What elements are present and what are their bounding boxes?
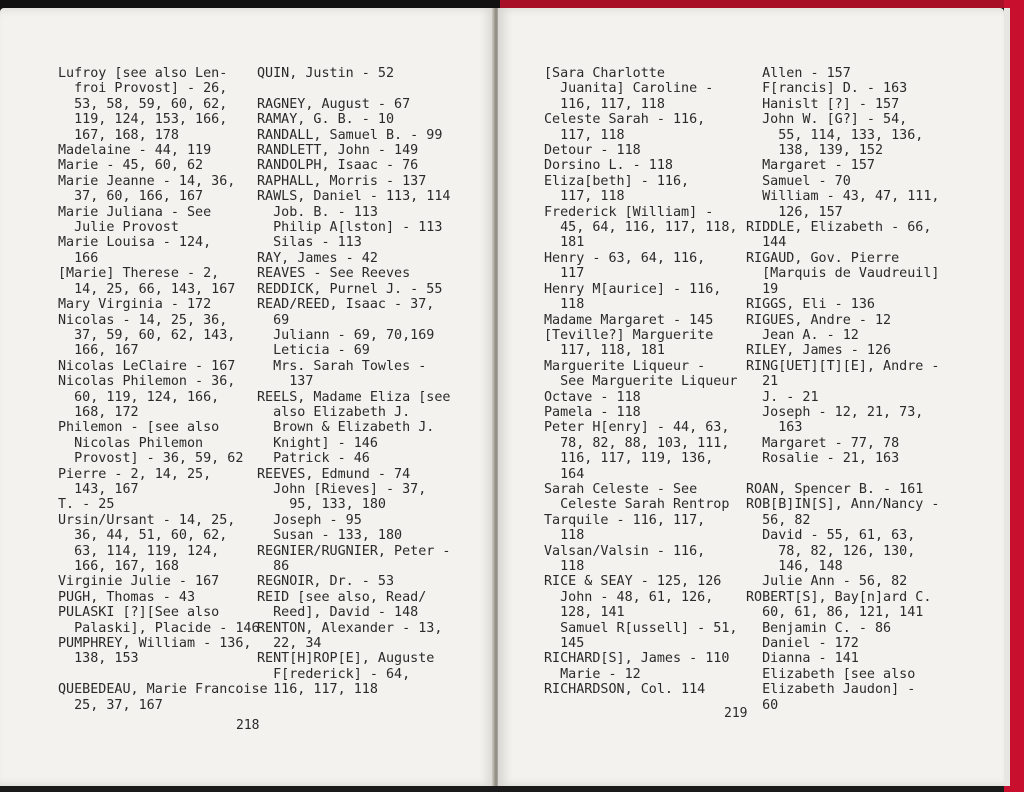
index-entry-line: Samuel R[ussell] - 51, bbox=[544, 620, 738, 636]
index-entry-line: Philip A[lston] - 113 bbox=[257, 220, 443, 236]
index-entry-line: Lufroy [see also Len- bbox=[58, 66, 228, 81]
index-entry-line: 60, 61, 86, 121, 141 bbox=[746, 605, 924, 621]
index-entry-line: Elizabeth [see also bbox=[746, 666, 916, 682]
index-entry-line: Daniel - 172 bbox=[746, 636, 859, 652]
index-entry-line: J. - 21 bbox=[746, 389, 819, 405]
index-entry-line: 56, 82 bbox=[746, 512, 811, 528]
index-entry-line: 118 bbox=[544, 559, 585, 574]
index-entry-line: F[rancis] D. - 163 bbox=[746, 81, 908, 97]
index-entry-line bbox=[257, 81, 450, 96]
index-entry-line: RAMAY, G. B. - 10 bbox=[257, 112, 395, 128]
index-entry-line: 37, 59, 60, 62, 143, bbox=[58, 327, 236, 343]
index-entry-line: Julie Provost bbox=[58, 220, 179, 236]
index-entry-line: Nicolas LeClaire - 167 bbox=[58, 358, 236, 374]
index-entry-line: T. - 25 bbox=[58, 497, 115, 513]
index-entry-line: Elizabeth Jaudon] - bbox=[746, 682, 916, 698]
index-entry-line: PUMPHREY, William - 136, bbox=[58, 636, 252, 652]
index-entry-line: 166, 167, 168 bbox=[58, 559, 179, 574]
index-entry-line: 117 bbox=[544, 266, 585, 282]
index-entry-line: Peter H[enry] - 44, 63, bbox=[544, 420, 730, 436]
left-page-column-2 bbox=[257, 66, 450, 698]
index-entry-line: Nicolas Philemon - 36, bbox=[58, 374, 236, 390]
index-entry-line: 166, 167 bbox=[58, 343, 139, 359]
index-entry-line: Pamela - 118 bbox=[544, 404, 641, 420]
index-entry-line: Nicolas - 14, 25, 36, bbox=[58, 312, 228, 328]
index-entry-line: Margaret - 157 bbox=[746, 158, 875, 174]
index-entry-line: Marguerite Liqueur - bbox=[544, 358, 706, 374]
index-entry-line: 95, 133, 180 bbox=[257, 497, 386, 513]
index-entry-line: Rosalie - 21, 163 bbox=[746, 451, 900, 467]
page-number-left: 218 bbox=[236, 718, 260, 733]
index-entry-line: [Teville?] Marguerite bbox=[544, 327, 714, 343]
index-entry-line: Julie Ann - 56, 82 bbox=[746, 574, 908, 590]
index-entry-line: Pierre - 2, 14, 25, bbox=[58, 466, 212, 482]
index-entry-line: ROAN, Spencer B. - 161 bbox=[746, 481, 924, 497]
index-entry-line: 116, 117, 118 bbox=[544, 96, 665, 112]
index-entry-line: Marie - 45, 60, 62 bbox=[58, 158, 204, 174]
index-entry-line bbox=[58, 667, 268, 682]
index-entry-line: READ/REED, Isaac - 37, bbox=[257, 297, 435, 313]
index-entry-line: 19 bbox=[746, 281, 779, 297]
index-entry-line: 45, 64, 116, 117, 118, bbox=[544, 220, 738, 236]
index-entry-line: RAPHALL, Morris - 137 bbox=[257, 173, 427, 189]
index-entry-line: 137 bbox=[257, 374, 314, 390]
index-entry-line: Marie Jeanne - 14, 36, bbox=[58, 173, 236, 189]
index-entry-line: 118 bbox=[544, 297, 585, 313]
index-entry-line: Patrick - 46 bbox=[257, 451, 370, 467]
index-entry-line: RICHARD[S], James - 110 bbox=[544, 651, 730, 667]
index-entry-line: Job. B. - 113 bbox=[257, 204, 378, 220]
index-entry-line: Susan - 133, 180 bbox=[257, 528, 403, 544]
index-entry-line: Provost] - 36, 59, 62 bbox=[58, 451, 244, 467]
index-entry-line: 117, 118 bbox=[544, 189, 625, 205]
index-entry-line: 63, 114, 119, 124, bbox=[58, 543, 220, 559]
index-entry-line: Reed], David - 148 bbox=[257, 605, 419, 621]
index-entry-line: 166 bbox=[58, 250, 99, 266]
index-entry-line: RILEY, James - 126 bbox=[746, 343, 892, 359]
index-entry-line: RIDDLE, Elizabeth - 66, bbox=[746, 220, 932, 236]
index-entry-line: Joseph - 95 bbox=[257, 512, 362, 528]
index-entry-line: Madame Margaret - 145 bbox=[544, 312, 714, 328]
index-entry-line: Marie - 12 bbox=[544, 666, 641, 682]
index-entry-line: RENTON, Alexander - 13, bbox=[257, 620, 443, 636]
index-entry-line: RING[UET][T][E], Andre - bbox=[746, 358, 940, 374]
index-entry-line: 138, 153 bbox=[58, 651, 139, 667]
index-entry-line: Celeste Sarah - 116, bbox=[544, 112, 706, 128]
index-entry-line: Tarquile - 116, 117, bbox=[544, 512, 706, 528]
index-entry-line: John - 48, 61, 126, bbox=[544, 589, 714, 605]
index-entry-line: 53, 58, 59, 60, 62, bbox=[58, 96, 228, 112]
index-entry-line: RICHARDSON, Col. 114 bbox=[544, 682, 706, 698]
index-entry-line: 167, 168, 178 bbox=[58, 127, 179, 143]
index-entry-line: 143, 167 bbox=[58, 481, 139, 497]
index-entry-line: Juliann - 69, 70,169 bbox=[257, 327, 435, 343]
index-entry-line: Marie Juliana - See bbox=[58, 204, 212, 220]
index-entry-line: RANDLETT, John - 149 bbox=[257, 143, 419, 159]
index-entry-line: froi Provost] - 26, bbox=[58, 81, 228, 97]
index-entry-line: 163 bbox=[746, 420, 803, 436]
index-entry-line: ROB[B]IN[S], Ann/Nancy - bbox=[746, 497, 940, 513]
index-entry-line: Leticia - 69 bbox=[257, 343, 370, 359]
index-entry-line: Jean A. - 12 bbox=[746, 327, 859, 343]
index-entry-line: 55, 114, 133, 136, bbox=[746, 127, 924, 143]
index-entry-line: Juanita] Caroline - bbox=[544, 81, 714, 97]
index-entry-line: Margaret - 77, 78 bbox=[746, 435, 900, 451]
book-cover-edge bbox=[1004, 0, 1024, 792]
index-entry-line: David - 55, 61, 63, bbox=[746, 528, 916, 544]
index-entry-line: [Marquis de Vaudreuil] bbox=[746, 266, 940, 282]
index-entry-line: John W. [G?] - 54, bbox=[746, 112, 908, 128]
index-entry-line: F[rederick] - 64, bbox=[257, 666, 411, 682]
index-entry-line: 37, 60, 166, 167 bbox=[58, 189, 204, 205]
index-entry-line: Henry M[aurice] - 116, bbox=[544, 281, 722, 297]
index-entry-line: Allen - 157 bbox=[746, 66, 851, 81]
index-entry-line: 22, 34 bbox=[257, 636, 322, 652]
index-entry-line bbox=[746, 467, 939, 482]
index-entry-line: [Marie] Therese - 2, bbox=[58, 266, 220, 282]
index-entry-line: Valsan/Valsin - 116, bbox=[544, 543, 706, 559]
index-entry-line: 146, 148 bbox=[746, 559, 843, 574]
index-entry-line: REID [see also, Read/ bbox=[257, 589, 427, 605]
index-entry-line: Dorsino L. - 118 bbox=[544, 158, 673, 174]
index-entry-line: 21 bbox=[746, 374, 779, 390]
index-entry-line: PULASKI [?][See also bbox=[58, 605, 220, 621]
index-entry-line: 145 bbox=[544, 636, 585, 652]
index-entry-line: Detour - 118 bbox=[544, 143, 641, 159]
index-entry-line: RAY, James - 42 bbox=[257, 250, 378, 266]
index-entry-line: Frederick [William] - bbox=[544, 204, 714, 220]
index-entry-line: RIGAUD, Gov. Pierre bbox=[746, 250, 900, 266]
index-entry-line: RIGGS, Eli - 136 bbox=[746, 297, 875, 313]
index-entry-line: 126, 157 bbox=[746, 204, 843, 220]
index-entry-line: Henry - 63, 64, 116, bbox=[544, 250, 706, 266]
index-entry-line: Philemon - [see also bbox=[58, 420, 220, 436]
index-entry-line: REGNOIR, Dr. - 53 bbox=[257, 574, 395, 590]
index-entry-line: RAWLS, Daniel - 113, 114 bbox=[257, 189, 451, 205]
index-entry-line: Brown & Elizabeth J. bbox=[257, 420, 435, 436]
index-entry-line: 138, 139, 152 bbox=[746, 143, 884, 159]
index-entry-line: RICE & SEAY - 125, 126 bbox=[544, 574, 722, 590]
index-entry-line: Octave - 118 bbox=[544, 389, 641, 405]
left-page-column-1 bbox=[58, 66, 268, 713]
left-page bbox=[0, 8, 494, 786]
index-entry-line: RAGNEY, August - 67 bbox=[257, 96, 411, 112]
index-entry-line: 116, 117, 119, 136, bbox=[544, 451, 714, 467]
index-entry-line: 78, 82, 126, 130, bbox=[746, 543, 916, 559]
index-entry-line: 128, 141 bbox=[544, 605, 625, 621]
index-entry-line: 119, 124, 153, 166, bbox=[58, 112, 228, 128]
index-entry-line: 69 bbox=[257, 312, 290, 328]
index-entry-line: 60, 119, 124, 166, bbox=[58, 389, 220, 405]
index-entry-line: Silas - 113 bbox=[257, 235, 362, 251]
index-entry-line: Marie Louisa - 124, bbox=[58, 235, 212, 251]
index-entry-line: 168, 172 bbox=[58, 404, 139, 420]
index-entry-line: 118 bbox=[544, 528, 585, 544]
index-entry-line: QUIN, Justin - 52 bbox=[257, 66, 395, 81]
index-entry-line: John [Rieves] - 37, bbox=[257, 481, 427, 497]
index-entry-line: Palaski], Placide - 146 bbox=[58, 620, 260, 636]
index-entry-line: 181 bbox=[544, 235, 585, 251]
index-entry-line: Samuel - 70 bbox=[746, 173, 851, 189]
index-entry-line: 60 bbox=[746, 697, 779, 713]
index-entry-line: also Elizabeth J. bbox=[257, 404, 411, 420]
index-entry-line: RENT[H]ROP[E], Auguste bbox=[257, 651, 435, 667]
index-entry-line: 14, 25, 66, 143, 167 bbox=[58, 281, 236, 297]
index-entry-line: See Marguerite Liqueur bbox=[544, 374, 738, 390]
page-edges bbox=[1004, 8, 1010, 786]
index-entry-line: REGNIER/RUGNIER, Peter - bbox=[257, 543, 451, 559]
right-page bbox=[498, 8, 1004, 786]
index-entry-line: 117, 118, 181 bbox=[544, 343, 665, 359]
page-number-right: 219 bbox=[724, 706, 748, 721]
index-entry-line: REAVES - See Reeves bbox=[257, 266, 411, 282]
index-entry-line: Nicolas Philemon bbox=[58, 435, 204, 451]
index-entry-line: Eliza[beth] - 116, bbox=[544, 173, 690, 189]
index-entry-line: Dianna - 141 bbox=[746, 651, 859, 667]
right-page-column-1 bbox=[544, 66, 737, 698]
index-entry-line: Ursin/Ursant - 14, 25, bbox=[58, 512, 236, 528]
index-entry-line: Hanislt [?] - 157 bbox=[746, 96, 900, 112]
index-entry-line: Benjamin C. - 86 bbox=[746, 620, 892, 636]
index-entry-line: ROBERT[S], Bay[n]ard C. bbox=[746, 589, 932, 605]
index-entry-line: Joseph - 12, 21, 73, bbox=[746, 404, 924, 420]
index-entry-line: 78, 82, 88, 103, 111, bbox=[544, 435, 730, 451]
index-entry-line: QUEBEDEAU, Marie Francoise bbox=[58, 682, 268, 698]
index-entry-line: REDDICK, Purnel J. - 55 bbox=[257, 281, 443, 297]
index-entry-line: RANDALL, Samuel B. - 99 bbox=[257, 127, 443, 143]
index-entry-line: William - 43, 47, 111, bbox=[746, 189, 940, 205]
index-entry-line: 116, 117, 118 bbox=[257, 682, 378, 698]
index-entry-line: 117, 118 bbox=[544, 127, 625, 143]
index-entry-line: Knight] - 146 bbox=[257, 435, 378, 451]
index-entry-line: 144 bbox=[746, 235, 787, 251]
index-entry-line: Mrs. Sarah Towles - bbox=[257, 358, 427, 374]
right-page-column-2 bbox=[746, 66, 939, 713]
index-entry-line: 36, 44, 51, 60, 62, bbox=[58, 528, 228, 544]
index-entry-line: Celeste Sarah Rentrop bbox=[544, 497, 730, 513]
index-entry-line: PUGH, Thomas - 43 bbox=[58, 589, 196, 605]
book-cover-top bbox=[500, 0, 1024, 8]
index-entry-line: Madelaine - 44, 119 bbox=[58, 143, 212, 159]
index-entry-line: 164 bbox=[544, 466, 585, 482]
index-entry-line: RANDOLPH, Isaac - 76 bbox=[257, 158, 419, 174]
index-entry-line: 25, 37, 167 bbox=[58, 697, 163, 713]
index-entry-line: RIGUES, Andre - 12 bbox=[746, 312, 892, 328]
index-entry-line: Sarah Celeste - See bbox=[544, 481, 698, 497]
index-entry-line: Mary Virginia - 172 bbox=[58, 297, 212, 313]
index-entry-line: REELS, Madame Eliza [see bbox=[257, 389, 451, 405]
index-entry-line: [Sara Charlotte bbox=[544, 66, 665, 81]
index-entry-line: 86 bbox=[257, 559, 290, 574]
index-entry-line: REEVES, Edmund - 74 bbox=[257, 466, 411, 482]
index-entry-line: Virginie Julie - 167 bbox=[58, 574, 220, 590]
